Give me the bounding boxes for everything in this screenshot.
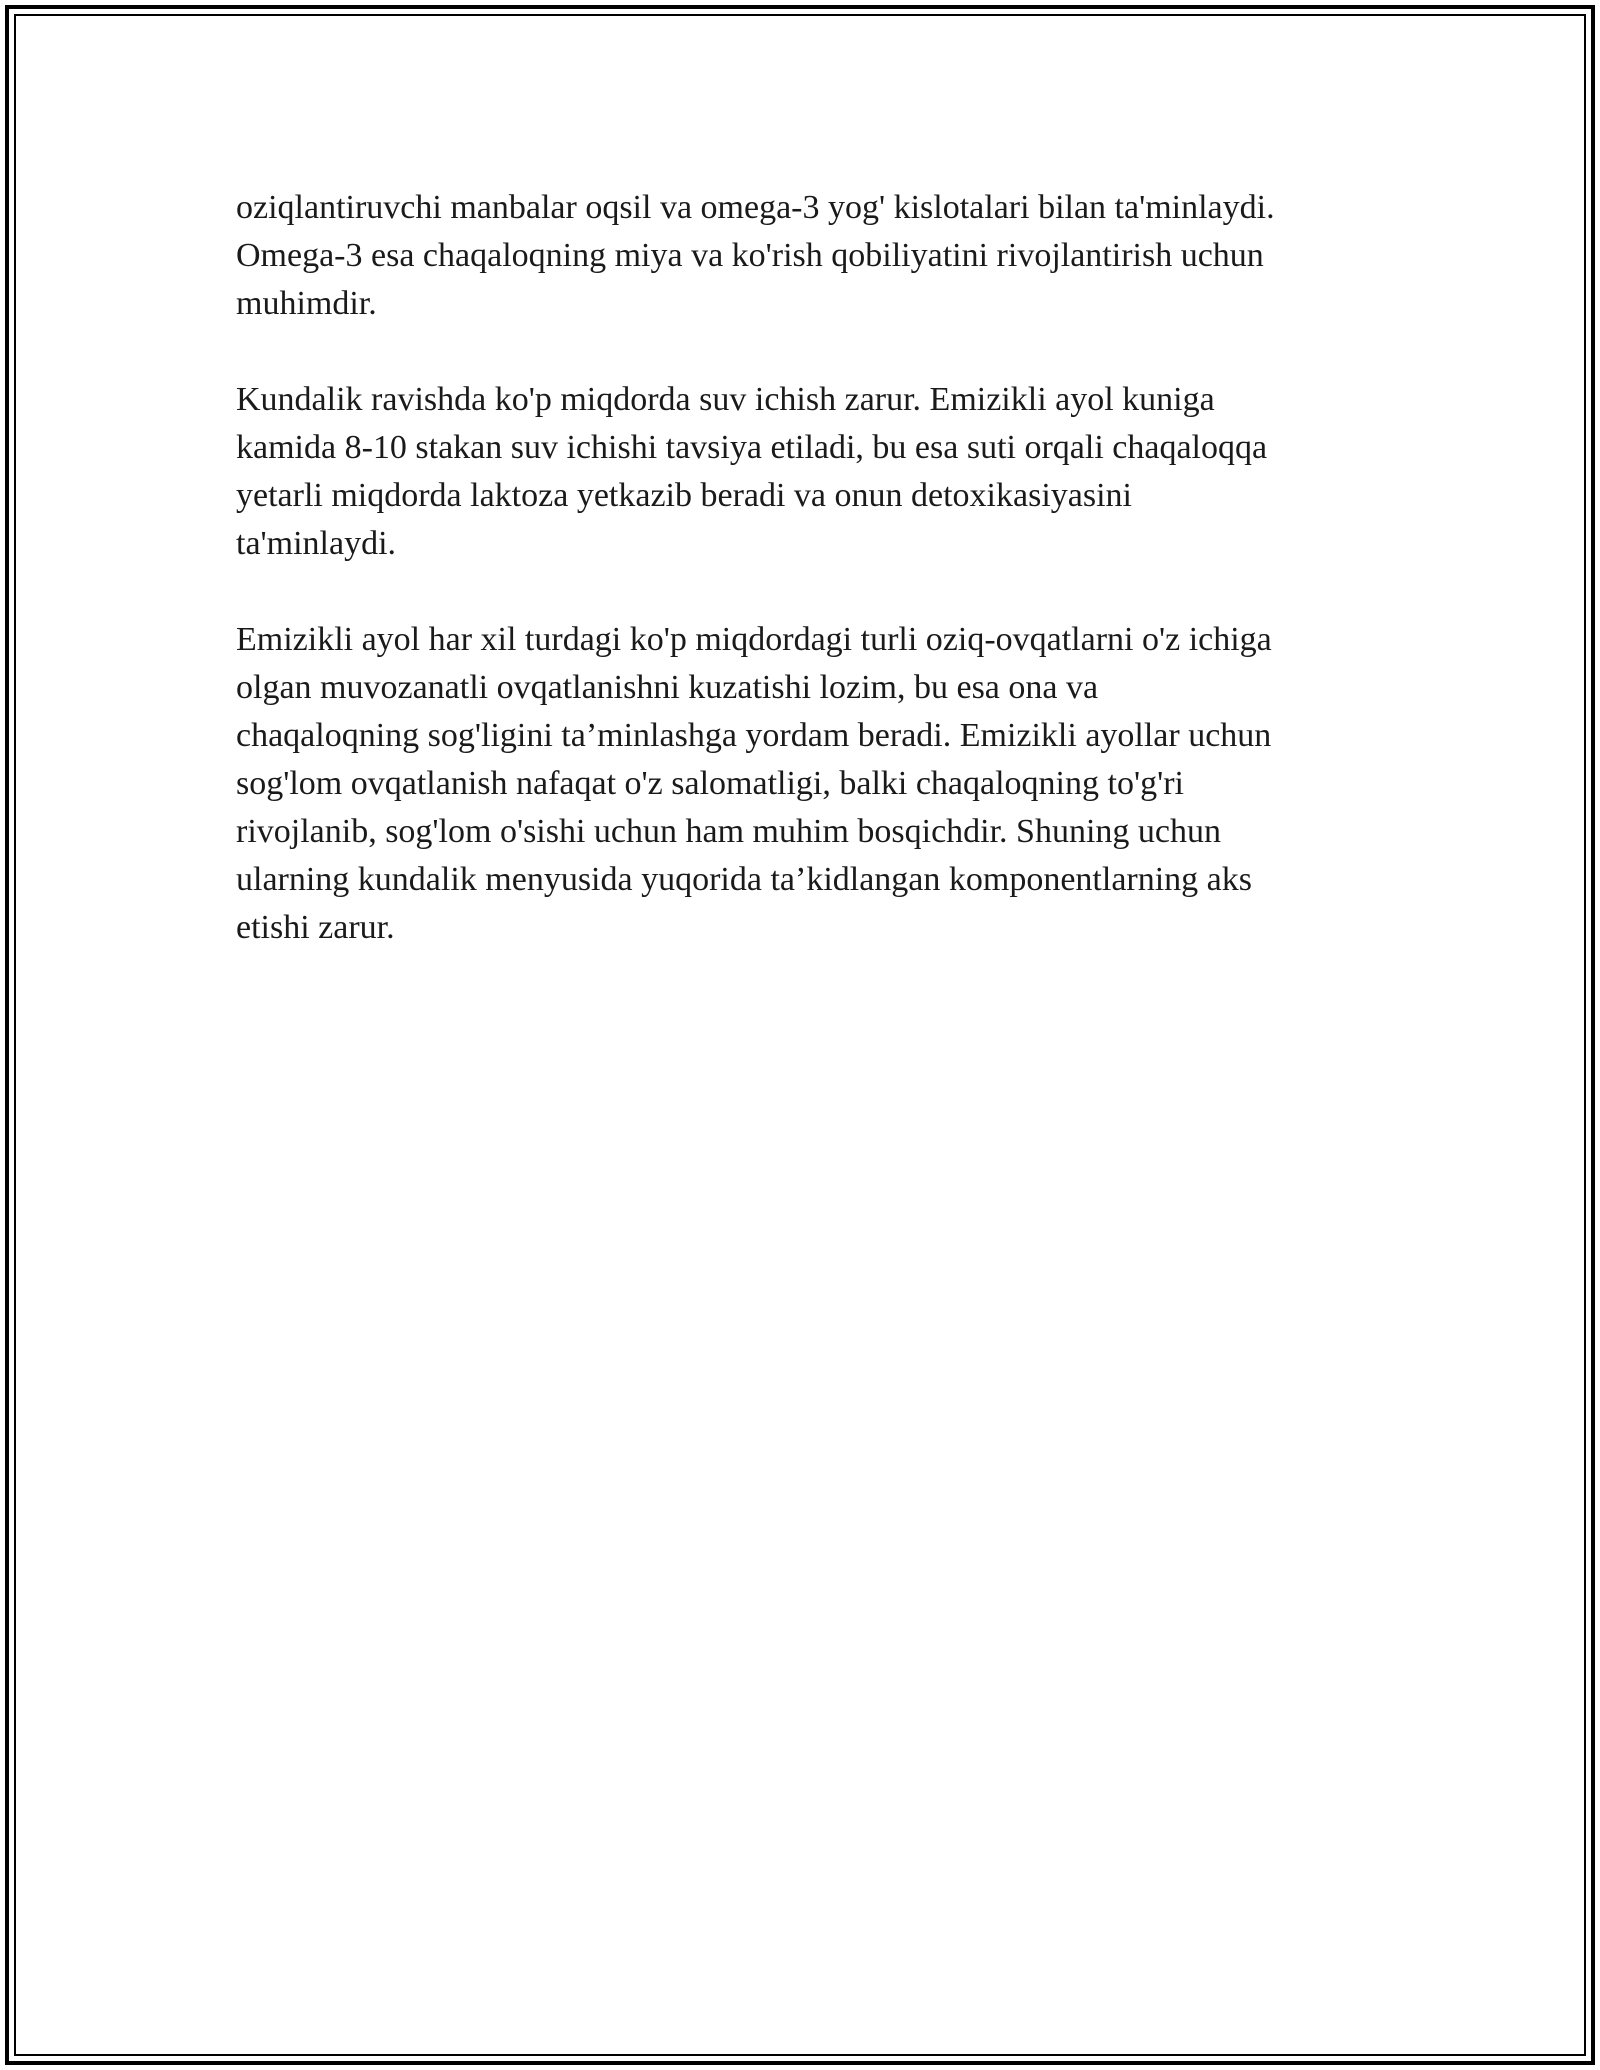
document-body: [236, 184, 1376, 1000]
paragraph-balanced-diet: Emizikli ayol har xil turdagi ko'p miqdordagi turli oziq-ovqatlarni o'z ichiga olgan muvozanatli ovqatlanishni kuzatishi lozim, bu esa ona va chaqaloqning sog'ligini ta’minlashga yordam beradi. Emizikli ayollar uchun sog'lom ovqatlanish nafaqat o'z salomatligi, balki chaqaloqning to'g'ri rivojlanib, sog'lom o'sishi uchun ham muhim bosqichdir. Shuning uchun ularning kundalik menyusida yuqorida ta’kidlangan komponentlarning aks etishi zarur.: [236, 621, 1272, 946]
paragraph-water-intake: Kundalik ravishda ko'p miqdorda suv ichish zarur. Emizikli ayol kuniga kamida 8-10 stakan suv ichishi tavsiya etiladi, bu esa suti orqali chaqaloqqa yetarli miqdorda laktoza yetkazib beradi va onun detoxikasiyasini ta'minlaydi.: [236, 381, 1268, 562]
paragraph-omega3: oziqlantiruvchi manbalar oqsil va omega-3 yog' kislotalari bilan ta'minlaydi. Omega-3 esa chaqaloqning miya va ko'rish qobiliyatini rivojlantirish uchun muhimdir.: [236, 189, 1275, 322]
